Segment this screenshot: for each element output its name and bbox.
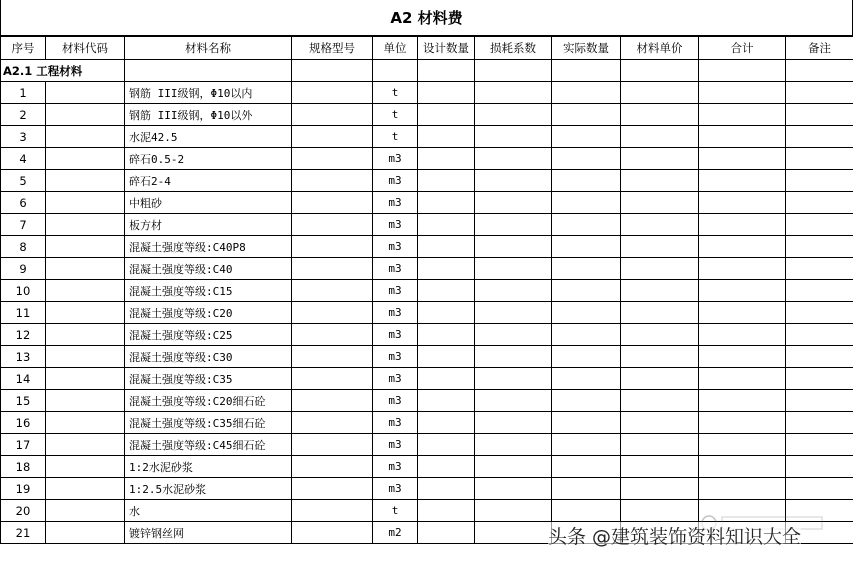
material-name-cell[interactable]: 混凝土强度等级:C35细石砼	[125, 412, 292, 434]
cell[interactable]	[418, 500, 475, 522]
cell[interactable]	[699, 346, 786, 368]
column-header[interactable]: 材料名称	[125, 37, 292, 60]
cell[interactable]	[699, 302, 786, 324]
row-number-cell[interactable]: 16	[1, 412, 46, 434]
cell[interactable]	[292, 368, 373, 390]
unit-cell[interactable]: m3	[373, 346, 418, 368]
cell[interactable]	[552, 368, 621, 390]
cell[interactable]	[699, 412, 786, 434]
row-number-cell[interactable]: 17	[1, 434, 46, 456]
watermark-text: 头条 @建筑装饰资料知识大全	[548, 522, 801, 549]
cell[interactable]	[373, 60, 418, 82]
cell[interactable]	[46, 280, 125, 302]
table-row	[1, 104, 853, 126]
cell[interactable]	[699, 60, 786, 82]
cell[interactable]	[292, 170, 373, 192]
row-number-cell[interactable]: 5	[1, 170, 46, 192]
cell[interactable]	[621, 324, 699, 346]
cell[interactable]	[475, 126, 552, 148]
cell[interactable]	[552, 324, 621, 346]
cell[interactable]	[418, 302, 475, 324]
material-table	[0, 36, 853, 544]
cell[interactable]	[786, 258, 853, 280]
section-row	[1, 60, 853, 82]
cell[interactable]	[292, 324, 373, 346]
cell[interactable]	[46, 214, 125, 236]
row-number-cell[interactable]: 15	[1, 390, 46, 412]
column-header[interactable]: 损耗系数	[475, 37, 552, 60]
cell[interactable]	[46, 258, 125, 280]
column-header[interactable]: 实际数量	[552, 37, 621, 60]
material-name-cell[interactable]: 钢筋 III级钢，Φ10以内	[125, 82, 292, 104]
cell[interactable]	[418, 280, 475, 302]
cell[interactable]	[621, 302, 699, 324]
cell[interactable]	[786, 192, 853, 214]
unit-cell[interactable]: m3	[373, 302, 418, 324]
unit-cell[interactable]: t	[373, 500, 418, 522]
cell[interactable]	[786, 60, 853, 82]
table-row	[1, 170, 853, 192]
cell[interactable]	[621, 368, 699, 390]
cell[interactable]	[552, 346, 621, 368]
cell[interactable]	[786, 302, 853, 324]
cell[interactable]	[292, 104, 373, 126]
material-name-cell[interactable]: 混凝土强度等级:C35	[125, 368, 292, 390]
cell[interactable]	[418, 170, 475, 192]
cell[interactable]	[46, 434, 125, 456]
cell[interactable]	[552, 148, 621, 170]
cell[interactable]	[786, 434, 853, 456]
cell[interactable]	[786, 390, 853, 412]
cell[interactable]	[786, 324, 853, 346]
cell[interactable]	[475, 192, 552, 214]
unit-cell[interactable]: m3	[373, 170, 418, 192]
table-row	[1, 346, 853, 368]
material-name-cell[interactable]: 混凝土强度等级:C30	[125, 346, 292, 368]
cell[interactable]	[475, 236, 552, 258]
unit-cell[interactable]: t	[373, 104, 418, 126]
cell[interactable]	[699, 214, 786, 236]
cell[interactable]	[475, 104, 552, 126]
cell[interactable]	[292, 126, 373, 148]
cell[interactable]	[46, 126, 125, 148]
cell[interactable]	[699, 236, 786, 258]
table-row	[1, 148, 853, 170]
row-number-cell[interactable]: 8	[1, 236, 46, 258]
cell[interactable]	[786, 478, 853, 500]
unit-cell[interactable]: m3	[373, 434, 418, 456]
unit-cell[interactable]: m3	[373, 258, 418, 280]
cell[interactable]	[475, 280, 552, 302]
material-name-cell[interactable]: 混凝土强度等级:C25	[125, 324, 292, 346]
cell[interactable]	[292, 82, 373, 104]
cell[interactable]	[292, 434, 373, 456]
cell[interactable]	[786, 126, 853, 148]
cell[interactable]	[552, 412, 621, 434]
cell[interactable]	[699, 82, 786, 104]
cell[interactable]	[699, 104, 786, 126]
table-row	[1, 236, 853, 258]
material-name-cell[interactable]: 混凝土强度等级:C20细石砼	[125, 390, 292, 412]
cell[interactable]	[699, 280, 786, 302]
cell[interactable]	[552, 280, 621, 302]
cell[interactable]	[292, 412, 373, 434]
unit-cell[interactable]: m3	[373, 280, 418, 302]
cell[interactable]	[552, 82, 621, 104]
cell[interactable]	[46, 82, 125, 104]
cell[interactable]	[292, 390, 373, 412]
cell[interactable]	[418, 126, 475, 148]
material-name-cell[interactable]: 1:2.5水泥砂浆	[125, 478, 292, 500]
cell[interactable]	[418, 236, 475, 258]
cell[interactable]	[786, 148, 853, 170]
cell[interactable]	[292, 148, 373, 170]
material-name-cell[interactable]: 碎石0.5-2	[125, 148, 292, 170]
cell[interactable]	[418, 478, 475, 500]
cell[interactable]	[475, 478, 552, 500]
table-row	[1, 258, 853, 280]
cell[interactable]	[475, 434, 552, 456]
cell[interactable]	[418, 258, 475, 280]
cell[interactable]	[699, 324, 786, 346]
cell[interactable]	[621, 258, 699, 280]
cell[interactable]	[418, 82, 475, 104]
table-row	[1, 302, 853, 324]
unit-cell[interactable]: m3	[373, 412, 418, 434]
material-name-cell[interactable]: 混凝土强度等级:C40P8	[125, 236, 292, 258]
cell[interactable]	[621, 214, 699, 236]
cell[interactable]	[292, 214, 373, 236]
cell[interactable]	[46, 390, 125, 412]
cell[interactable]	[292, 478, 373, 500]
cell[interactable]	[46, 170, 125, 192]
sheet-title: A2 材料费	[0, 0, 853, 36]
unit-cell[interactable]: t	[373, 82, 418, 104]
row-number-cell[interactable]: 7	[1, 214, 46, 236]
table-row	[1, 192, 853, 214]
row-number-cell[interactable]: 12	[1, 324, 46, 346]
cell[interactable]	[552, 192, 621, 214]
row-number-cell[interactable]: 20	[1, 500, 46, 522]
cell[interactable]	[552, 236, 621, 258]
column-header[interactable]: 合计	[699, 37, 786, 60]
cell[interactable]	[292, 258, 373, 280]
cell[interactable]	[292, 346, 373, 368]
cell[interactable]	[475, 522, 552, 544]
cell[interactable]	[292, 192, 373, 214]
cell[interactable]	[418, 522, 475, 544]
table-row	[1, 126, 853, 148]
cell[interactable]	[292, 456, 373, 478]
unit-cell[interactable]: t	[373, 126, 418, 148]
cell[interactable]	[621, 148, 699, 170]
unit-cell[interactable]: m3	[373, 368, 418, 390]
table-row	[1, 280, 853, 302]
unit-cell[interactable]: m3	[373, 236, 418, 258]
unit-cell[interactable]: m3	[373, 478, 418, 500]
cell[interactable]	[46, 412, 125, 434]
cell[interactable]	[621, 280, 699, 302]
unit-cell[interactable]: m3	[373, 148, 418, 170]
material-name-cell[interactable]: 混凝土强度等级:C20	[125, 302, 292, 324]
cell[interactable]	[786, 412, 853, 434]
cell[interactable]	[418, 148, 475, 170]
cell[interactable]	[552, 126, 621, 148]
cell[interactable]	[786, 236, 853, 258]
cell[interactable]	[621, 170, 699, 192]
cell[interactable]	[46, 104, 125, 126]
cell[interactable]	[46, 236, 125, 258]
cell[interactable]	[475, 170, 552, 192]
row-number-cell[interactable]: 9	[1, 258, 46, 280]
cell[interactable]	[475, 456, 552, 478]
cell[interactable]	[552, 104, 621, 126]
cell[interactable]	[46, 346, 125, 368]
material-name-cell[interactable]: 镀锌钢丝网	[125, 522, 292, 544]
table-row	[1, 434, 853, 456]
cell[interactable]	[621, 478, 699, 500]
cell[interactable]	[46, 456, 125, 478]
cell[interactable]	[292, 500, 373, 522]
row-number-cell[interactable]: 14	[1, 368, 46, 390]
row-number-cell[interactable]: 19	[1, 478, 46, 500]
cell[interactable]	[292, 60, 373, 82]
cell[interactable]	[786, 368, 853, 390]
cell[interactable]	[786, 214, 853, 236]
unit-cell[interactable]: m3	[373, 214, 418, 236]
cell[interactable]	[46, 522, 125, 544]
cell[interactable]	[621, 192, 699, 214]
cell[interactable]	[699, 434, 786, 456]
cell[interactable]	[475, 346, 552, 368]
row-number-cell[interactable]: 4	[1, 148, 46, 170]
cell[interactable]	[552, 434, 621, 456]
section-label[interactable]: A2.1 工程材料	[1, 60, 125, 82]
cell[interactable]	[418, 60, 475, 82]
cell[interactable]	[552, 258, 621, 280]
cell[interactable]	[552, 60, 621, 82]
table-row	[1, 324, 853, 346]
material-name-cell[interactable]: 板方材	[125, 214, 292, 236]
column-header[interactable]: 单位	[373, 37, 418, 60]
cell[interactable]	[475, 82, 552, 104]
cell[interactable]	[699, 148, 786, 170]
cell[interactable]	[418, 192, 475, 214]
unit-cell[interactable]: m3	[373, 390, 418, 412]
unit-cell[interactable]: m3	[373, 192, 418, 214]
cell[interactable]	[621, 500, 699, 522]
cell[interactable]	[418, 346, 475, 368]
row-number-cell[interactable]: 11	[1, 302, 46, 324]
cell[interactable]	[475, 258, 552, 280]
column-header[interactable]: 序号	[1, 37, 46, 60]
unit-cell[interactable]: m3	[373, 456, 418, 478]
material-name-cell[interactable]: 中粗砂	[125, 192, 292, 214]
cell[interactable]	[46, 192, 125, 214]
material-name-cell[interactable]: 水泥42.5	[125, 126, 292, 148]
cell[interactable]	[418, 456, 475, 478]
cell[interactable]	[621, 82, 699, 104]
material-name-cell[interactable]: 碎石2-4	[125, 170, 292, 192]
cell[interactable]	[621, 456, 699, 478]
column-header[interactable]: 备注	[786, 37, 853, 60]
cell[interactable]	[475, 412, 552, 434]
material-name-cell[interactable]: 钢筋 III级钢，Φ10以外	[125, 104, 292, 126]
cell[interactable]	[621, 60, 699, 82]
column-header[interactable]: 规格型号	[292, 37, 373, 60]
cell[interactable]	[552, 214, 621, 236]
cell[interactable]	[621, 126, 699, 148]
row-number-cell[interactable]: 21	[1, 522, 46, 544]
cell[interactable]	[475, 368, 552, 390]
cell[interactable]	[699, 258, 786, 280]
cell[interactable]	[621, 412, 699, 434]
column-header[interactable]: 材料单价	[621, 37, 699, 60]
column-header[interactable]: 设计数量	[418, 37, 475, 60]
material-name-cell[interactable]: 混凝土强度等级:C40	[125, 258, 292, 280]
material-name-cell[interactable]: 混凝土强度等级:C45细石砼	[125, 434, 292, 456]
row-number-cell[interactable]: 3	[1, 126, 46, 148]
unit-cell[interactable]: m3	[373, 324, 418, 346]
cell[interactable]	[621, 390, 699, 412]
table-row	[1, 368, 853, 390]
cell[interactable]	[786, 346, 853, 368]
cell[interactable]	[46, 302, 125, 324]
cell[interactable]	[292, 302, 373, 324]
unit-cell[interactable]: m2	[373, 522, 418, 544]
cell[interactable]	[418, 324, 475, 346]
cell[interactable]	[699, 368, 786, 390]
cell[interactable]	[125, 60, 292, 82]
cell[interactable]	[786, 456, 853, 478]
cell[interactable]	[621, 236, 699, 258]
cell[interactable]	[699, 478, 786, 500]
cell[interactable]	[46, 324, 125, 346]
cell[interactable]	[475, 214, 552, 236]
row-number-cell[interactable]: 6	[1, 192, 46, 214]
row-number-cell[interactable]: 2	[1, 104, 46, 126]
cell[interactable]	[552, 302, 621, 324]
cell[interactable]	[475, 390, 552, 412]
row-number-cell[interactable]: 18	[1, 456, 46, 478]
table-row	[1, 214, 853, 236]
material-name-cell[interactable]: 水	[125, 500, 292, 522]
cell[interactable]	[552, 456, 621, 478]
cell[interactable]	[46, 500, 125, 522]
material-name-cell[interactable]: 混凝土强度等级:C15	[125, 280, 292, 302]
cell[interactable]	[292, 236, 373, 258]
cell[interactable]	[475, 302, 552, 324]
cell[interactable]	[292, 522, 373, 544]
row-number-cell[interactable]: 13	[1, 346, 46, 368]
cell[interactable]	[621, 434, 699, 456]
material-name-cell[interactable]: 1:2水泥砂浆	[125, 456, 292, 478]
cell[interactable]	[699, 192, 786, 214]
cell[interactable]	[552, 390, 621, 412]
cell[interactable]	[786, 82, 853, 104]
cell[interactable]	[786, 170, 853, 192]
cell[interactable]	[699, 390, 786, 412]
cell[interactable]	[552, 170, 621, 192]
cell[interactable]	[699, 170, 786, 192]
table-row	[1, 390, 853, 412]
cell[interactable]	[475, 60, 552, 82]
header-row	[1, 37, 853, 60]
row-number-cell[interactable]: 10	[1, 280, 46, 302]
cell[interactable]	[621, 104, 699, 126]
cell[interactable]	[46, 478, 125, 500]
cell[interactable]	[552, 478, 621, 500]
cell[interactable]	[552, 500, 621, 522]
cell[interactable]	[475, 148, 552, 170]
cell[interactable]	[475, 500, 552, 522]
table-row	[1, 82, 853, 104]
table-row	[1, 478, 853, 500]
cell[interactable]	[46, 368, 125, 390]
cell[interactable]	[475, 324, 552, 346]
column-header[interactable]: 材料代码	[46, 37, 125, 60]
cell[interactable]	[699, 456, 786, 478]
cell[interactable]	[786, 104, 853, 126]
cell[interactable]	[418, 214, 475, 236]
cell[interactable]	[418, 434, 475, 456]
cell[interactable]	[786, 280, 853, 302]
cell[interactable]	[418, 390, 475, 412]
row-number-cell[interactable]: 1	[1, 82, 46, 104]
table-row	[1, 412, 853, 434]
cell[interactable]	[699, 126, 786, 148]
cell[interactable]	[418, 412, 475, 434]
cell[interactable]	[46, 148, 125, 170]
cell[interactable]	[621, 346, 699, 368]
cell[interactable]	[418, 368, 475, 390]
cell[interactable]	[292, 280, 373, 302]
cell[interactable]	[418, 104, 475, 126]
table-row	[1, 456, 853, 478]
